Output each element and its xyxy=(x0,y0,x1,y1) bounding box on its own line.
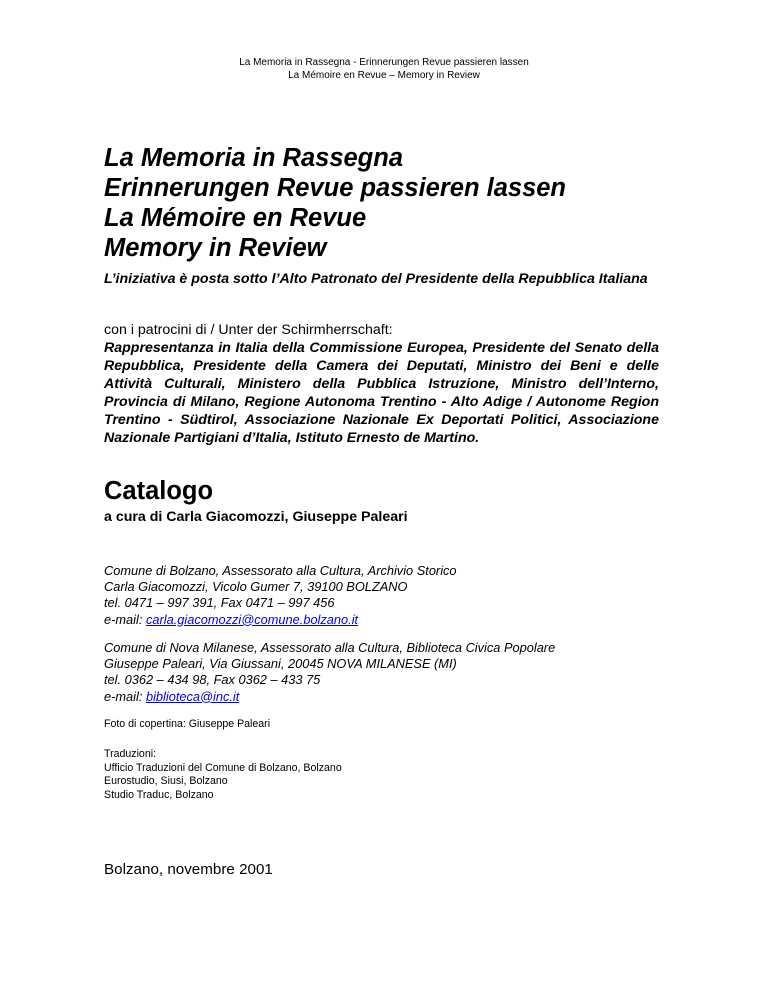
translation-item: Studio Traduc, Bolzano xyxy=(104,788,214,801)
photo-credit: Foto di copertina: Giuseppe Paleari xyxy=(104,718,271,730)
contact-phone: tel. 0362 – 434 98, Fax 0362 – 433 75 xyxy=(104,672,321,688)
title-line-german: Erinnerungen Revue passieren lassen xyxy=(104,174,567,202)
contact-phone: tel. 0471 – 997 391, Fax 0471 – 997 456 xyxy=(104,595,335,611)
catalogo-editors: a cura di Carla Giacomozzi, Giuseppe Paleari xyxy=(104,509,408,525)
contact-email-row xyxy=(104,689,659,705)
contact-person: Carla Giacomozzi, Vicolo Gumer 7, 39100 BOLZANO xyxy=(104,579,408,595)
email-label: e-mail: xyxy=(104,688,146,704)
contact-email-row xyxy=(104,612,659,628)
running-header xyxy=(0,56,768,82)
patrons-intro: con i patrocini di / Unter der Schirmherrschaft: xyxy=(104,322,393,338)
title-line-english: Memory in Review xyxy=(104,234,327,262)
patrons-list: Rappresentanza in Italia della Commissione Europea, Presidente del Senato della Repubblica, Presidente della Camera dei Deputati, Ministro dei Beni e delle Attività Culturali, Ministero della Pubblica Istruzione, Ministro dell’Interno, Provincia di Milano, Regione Autonoma Trentino - Alto Adige / Autonome Region Trentino - Südtirol, Associazione Nazionale Ex Deportati Politici, Associazione Nazionale Partigiani d’Italia, Istituto Ernesto de Martino. xyxy=(104,340,659,446)
translation-item: Eurostudio, Siusi, Bolzano xyxy=(104,775,228,787)
patronage-statement: L’iniziativa è posta sotto l’Alto Patronato del Presidente della Repubblica Italiana xyxy=(104,271,648,287)
title-line-french: La Mémoire en Revue xyxy=(104,204,367,232)
contact-bolzano xyxy=(104,563,659,628)
contact-person: Giuseppe Paleari, Via Giussani, 20045 NOVA MILANESE (MI) xyxy=(104,656,457,672)
translation-item: Ufficio Traduzioni del Comune di Bolzano, Bolzano xyxy=(104,761,342,774)
contact-nova-milanese xyxy=(104,640,659,705)
email-label: e-mail: xyxy=(104,611,146,627)
patrons-section xyxy=(104,321,659,447)
header-line-2: La Mémoire en Revue – Memory in Review xyxy=(288,70,480,81)
contact-org: Comune di Nova Milanese, Assessorato alla Cultura, Biblioteca Civica Popolare xyxy=(104,640,556,655)
place-and-date: Bolzano, novembre 2001 xyxy=(104,861,273,878)
contact-org: Comune di Bolzano, Assessorato alla Cultura, Archivio Storico xyxy=(104,563,457,578)
header-line-1: La Memoria in Rassegna - Erinnerungen Revue passieren lassen xyxy=(239,57,529,68)
email-link-nova[interactable]: biblioteca@inc.it xyxy=(145,688,240,704)
translations-heading: Traduzioni: xyxy=(104,748,157,760)
translations-section xyxy=(104,748,659,802)
title-line-italian: La Memoria in Rassegna xyxy=(104,144,404,172)
catalogo-heading: Catalogo xyxy=(104,477,214,505)
email-link-bolzano[interactable]: carla.giacomozzi@comune.bolzano.it xyxy=(145,611,359,627)
document-title xyxy=(104,143,659,263)
